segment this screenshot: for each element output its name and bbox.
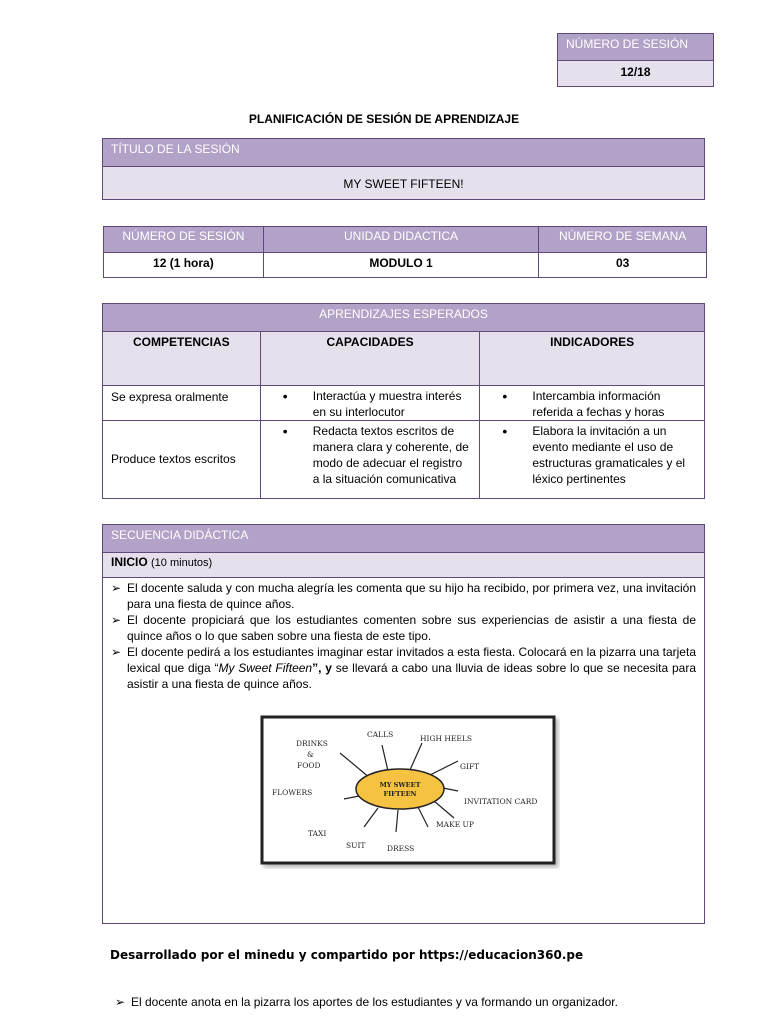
secuencia-title: SECUENCIA DIDÁCTICA	[111, 528, 249, 542]
session-title-label: TÍTULO DE LA SESIÓN	[111, 142, 240, 156]
word-dress: DRESS	[387, 844, 415, 853]
aprendizajes-table	[102, 331, 705, 499]
page-title: PLANIFICACIÓN DE SESIÓN DE APRENDIZAJE	[248, 112, 520, 126]
info-value-week: 03	[539, 253, 707, 278]
info-header-session: NÚMERO DE SESIÓN	[104, 227, 264, 253]
arrow-bullet-icon: ➢	[115, 995, 126, 1009]
session-number-label: NÚMERO DE SESIÓN	[566, 37, 689, 51]
session-number-header	[557, 33, 714, 61]
word-gift: GIFT	[460, 762, 480, 771]
info-table	[103, 226, 707, 278]
diagram-center-line1: MY SWEET	[379, 781, 421, 789]
seq-item-1: ➢ El docente saluda y con mucha alegría les comenta que su hijo ha recibido, por primera vez, una invitación para una fiesta de quince años.	[111, 581, 696, 611]
word-and: &	[307, 750, 314, 759]
seq-item-last: ➢ El docente anota en la pizarra los aportes de los estudiantes y va formando un organizador.	[115, 995, 618, 1009]
word-drinks: DRINKS	[296, 739, 328, 748]
inicio-label: INICIO	[111, 555, 148, 569]
word-calls: CALLS	[367, 730, 394, 739]
session-number-value-cell	[557, 60, 714, 87]
seq-item-3: ➢ El docente pedirá a los estudiantes imaginar estar invitados a esta fiesta. Colocará en la pizarra una tarjeta lexical que diga “My Sweet Fifteen”, y se llevará a cabo una lluvia de ideas sobre lo que se necesita para asistir a una fiesta de quince años.	[111, 645, 696, 691]
brainstorm-diagram	[260, 715, 560, 869]
word-suit: SUIT	[346, 841, 366, 850]
inicio-row	[102, 552, 705, 578]
session-number-value: 12/18	[620, 65, 651, 79]
col-indicadores: INDICADORES	[480, 332, 705, 386]
footer-credit: Desarrollado por el minedu y compartido por https://educacion360.pe	[110, 948, 584, 962]
diagram-center-line2: FIFTEEN	[383, 790, 417, 798]
col-capacidades: CAPACIDADES	[260, 332, 480, 386]
arrow-bullet-icon: ➢	[111, 613, 122, 627]
capacidad-2: • Redacta textos escritos de manera clara y coherente, de modo de adecuar el registro a la situación comunicativa	[313, 423, 472, 487]
capacidad-1: • Interactúa y muestra interés en su interlocutor	[313, 388, 472, 420]
word-high-heels: HIGH HEELS	[420, 734, 473, 743]
info-header-unit: UNIDAD DIDACTICA	[263, 227, 539, 253]
competencia-2: Produce textos escritos	[103, 421, 261, 499]
aprendizajes-header	[102, 303, 705, 332]
arrow-bullet-icon: ➢	[111, 645, 122, 659]
arrow-bullet-icon: ➢	[111, 581, 122, 595]
seq-item-2: ➢ El docente propiciará que los estudiantes comenten sobre sus experiencias de asistir a una fiesta de quince años o lo que saben sobre una fiesta de este tipo.	[111, 613, 696, 643]
session-title-value: MY SWEET FIFTEEN!	[343, 177, 464, 191]
aprendizajes-title: APRENDIZAJES ESPERADOS	[319, 307, 488, 321]
session-title-header	[102, 138, 705, 167]
col-competencias: COMPETENCIAS	[103, 332, 261, 386]
word-food: FOOD	[297, 761, 321, 770]
info-value-unit: MODULO 1	[263, 253, 539, 278]
inicio-time: (10 minutos)	[151, 557, 213, 569]
word-make-up: MAKE UP	[436, 820, 474, 829]
session-title-value-cell	[102, 166, 705, 200]
diagram-center	[356, 769, 444, 809]
indicador-1: • Intercambia información referida a fechas y horas	[532, 388, 696, 420]
competencia-1: Se expresa oralmente	[103, 386, 261, 421]
info-value-session: 12 (1 hora)	[104, 253, 264, 278]
word-taxi: TAXI	[308, 829, 327, 838]
info-header-week: NÚMERO DE SEMANA	[539, 227, 707, 253]
word-flowers: FLOWERS	[272, 788, 313, 797]
word-invitation-card: INVITATION CARD	[464, 797, 538, 806]
secuencia-header	[102, 524, 705, 553]
indicador-2: • Elabora la invitación a un evento mediante el uso de estructuras gramaticales y el léxico pertinentes	[532, 423, 690, 487]
